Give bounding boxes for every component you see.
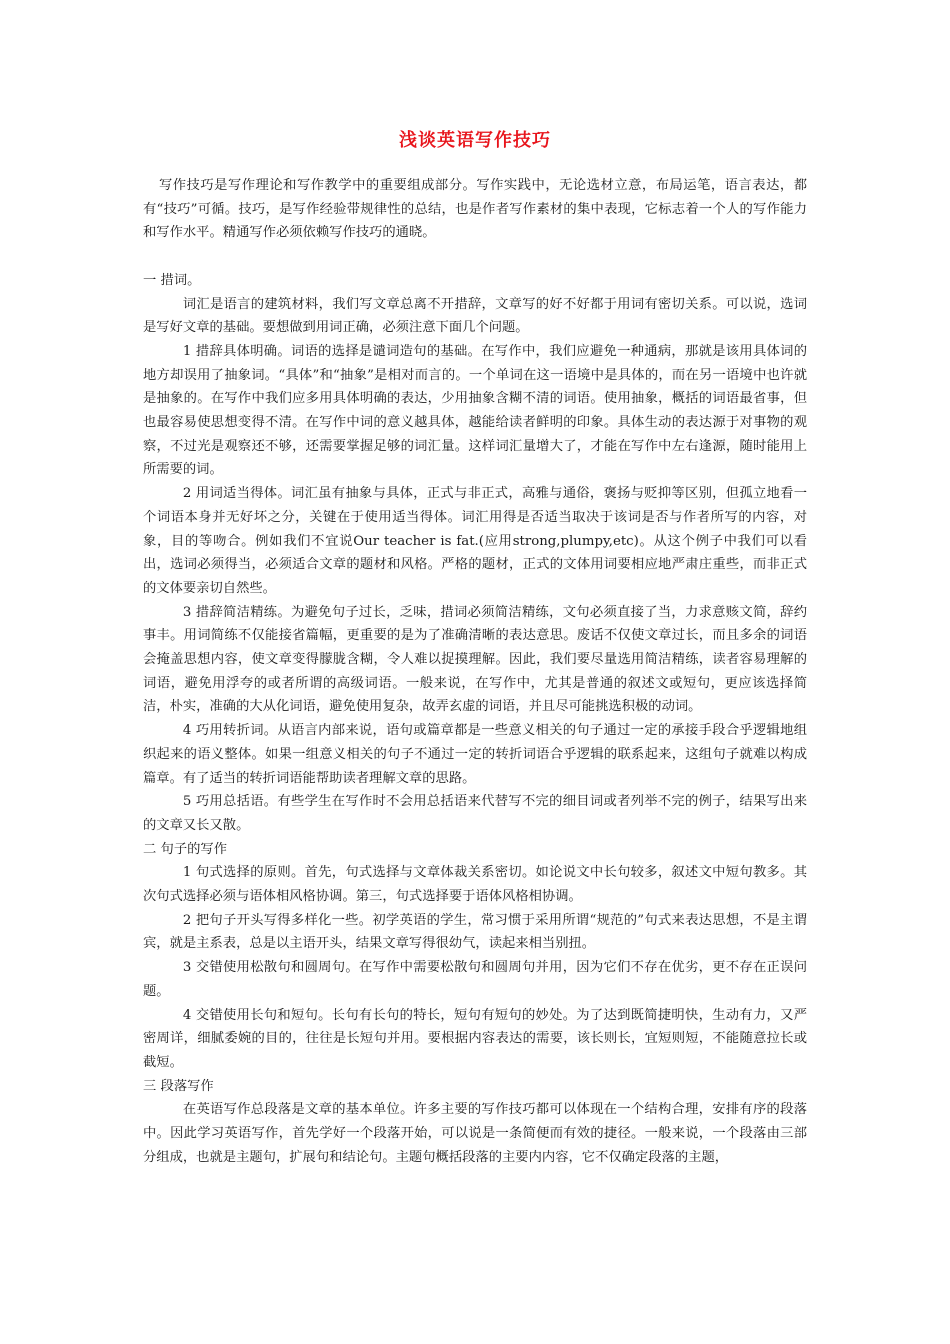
- section2-paragraph-1: 1 句式选择的原则。首先，句式选择与文章体裁关系密切。如论说文中长句较多，叙述文中短句教多。其次句式选择必须与语体相风格协调。第三，句式选择要于语体风格相协调。: [143, 865, 807, 905]
- section1-paragraph-5: 5 巧用总括语。有些学生在写作时不会用总括语来代替写不完的细目词或者列举不完的例子，结果写出来的文章又长又散。: [143, 794, 807, 833]
- section2-paragraph-4: 4 交错使用长句和短句。长句有长句的特长，短句有短句的妙处。为了达到既简捷明快，生动有力，又严密周详，细腻委婉的目的，往往是长短句并用。要根据内容表达的需要，该长则长，宜短则短，不能随意拉长或截短。: [143, 1007, 807, 1070]
- section-heading-sentences: 二 句子的写作: [143, 841, 228, 857]
- blank-line: [143, 245, 807, 269]
- section-heading-wording: 一 措词。: [143, 272, 201, 288]
- document-title: 浅谈英语写作技巧: [399, 130, 551, 151]
- intro-paragraph: 写作技巧是写作理论和写作教学中的重要组成部分。写作实践中，无论选材立意，布局运笔，语言表达，都有“技巧”可循。技巧，是写作经验带规律性的总结，也是作者写作素材的集中表现，它标志着一个人的写作能力和写作水平。精通写作必须依赖写作技巧的通晓。: [143, 178, 807, 241]
- section2-paragraph-2: 2 把句子开头写得多样化一些。初学英语的学生，常习惯于采用所谓“规范的”句式来表达思想，不是主谓宾，就是主系表，总是以主语开头，结果文章写得很幼气，读起来相当别扭。: [143, 912, 807, 952]
- section1-paragraph-intro: 词汇是语言的建筑材料，我们写文章总离不开措辞，文章写的好不好都于用词有密切关系。可以说，选词是写好文章的基础。要想做到用词正确，必须注意下面几个问题。: [143, 296, 807, 336]
- section-heading-paragraphs: 三 段落写作: [143, 1078, 214, 1094]
- section3-paragraph-1: 在英语写作总段落是文章的基本单位。许多主要的写作技巧都可以体现在一个结构合理，安排有序的段落中。因此学习英语写作，首先学好一个段落开始，可以说是一条简便而有效的捷径。一般来说，一个段落由三部分组成，也就是主题句，扩展句和结论句。主题句概括段落的主要内内容，它不仅确定段落的主题，: [143, 1102, 807, 1165]
- section1-paragraph-4: 4 巧用转折词。从语言内部来说，语句或篇章都是一些意义相关的句子通过一定的承接手段合乎逻辑地组织起来的语义整体。如果一组意义相关的句子不通过一定的转折词语合乎逻辑的联系起来，这组句子就难以构成篇章。有了适当的转折词语能帮助读者理解文章的思路。: [143, 723, 807, 786]
- document-body: [143, 174, 807, 1170]
- section1-paragraph-1: 1 措辞具体明确。词语的选择是谴词造句的基础。在写作中，我们应避免一种通病，那就是该用具体词的地方却误用了抽象词。“具体”和“抽象”是相对而言的。一个单词在这一语境中是具体的，而在另一语境中也许就是抽象的。在写作中我们应多用具体明确的表达，少用抽象含糊不清的词语。使用抽象，概括的词语最省事，但也最容易使思想变得不清。在写作中词的意义越具体，越能给读者鲜明的印象。具体生动的表达源于对事物的观察，不过光是观察还不够，还需要掌握足够的词汇量。这样词汇量增大了，才能在写作中左右逢源，随时能用上所需要的词。: [143, 343, 807, 478]
- section1-paragraph-2: 2 用词适当得体。词汇虽有抽象与具体，正式与非正式，高雅与通俗，褒扬与贬抑等区别，但孤立地看一个词语本身并无好坏之分，关键在于使用适当得体。词汇用得是否适当取决于该词是否与作者所写的内容，对象，目的等吻合。例如我们不宜说Our teacher is fat.(应用strong,plumpy,etc)。从这个例子中我们可以看出，选词必须得当，必须适合文章的题材和风格。严格的题材，正式的文体用词要相应地严肃庄重些，而非正式的文体要亲切自然些。: [143, 486, 807, 596]
- section1-paragraph-3: 3 措辞简洁精练。为避免句子过长，乏味，措词必须简洁精练，文句必须直接了当，力求意赅文简，辞约事丰。用词简练不仅能接省篇幅，更重要的是为了准确清晰的表达意思。废话不仅使文章过长，而且多余的词语会掩盖思想内容，使文章变得朦胧含糊，令人难以捉摸理解。因此，我们要尽量选用简洁精练，读者容易理解的词语，避免用浮夸的或者所谓的高级词语。一般来说，在写作中，尤其是普通的叙述文或短句，更应该选择简洁，朴实，准确的大从化词语，避免使用复杂，故弄玄虚的词语，并且尽可能挑选积极的动词。: [143, 604, 807, 715]
- section2-paragraph-3: 3 交错使用松散句和圆周句。在写作中需要松散句和圆周句并用，因为它们不存在优劣，更不存在正误问题。: [143, 960, 807, 999]
